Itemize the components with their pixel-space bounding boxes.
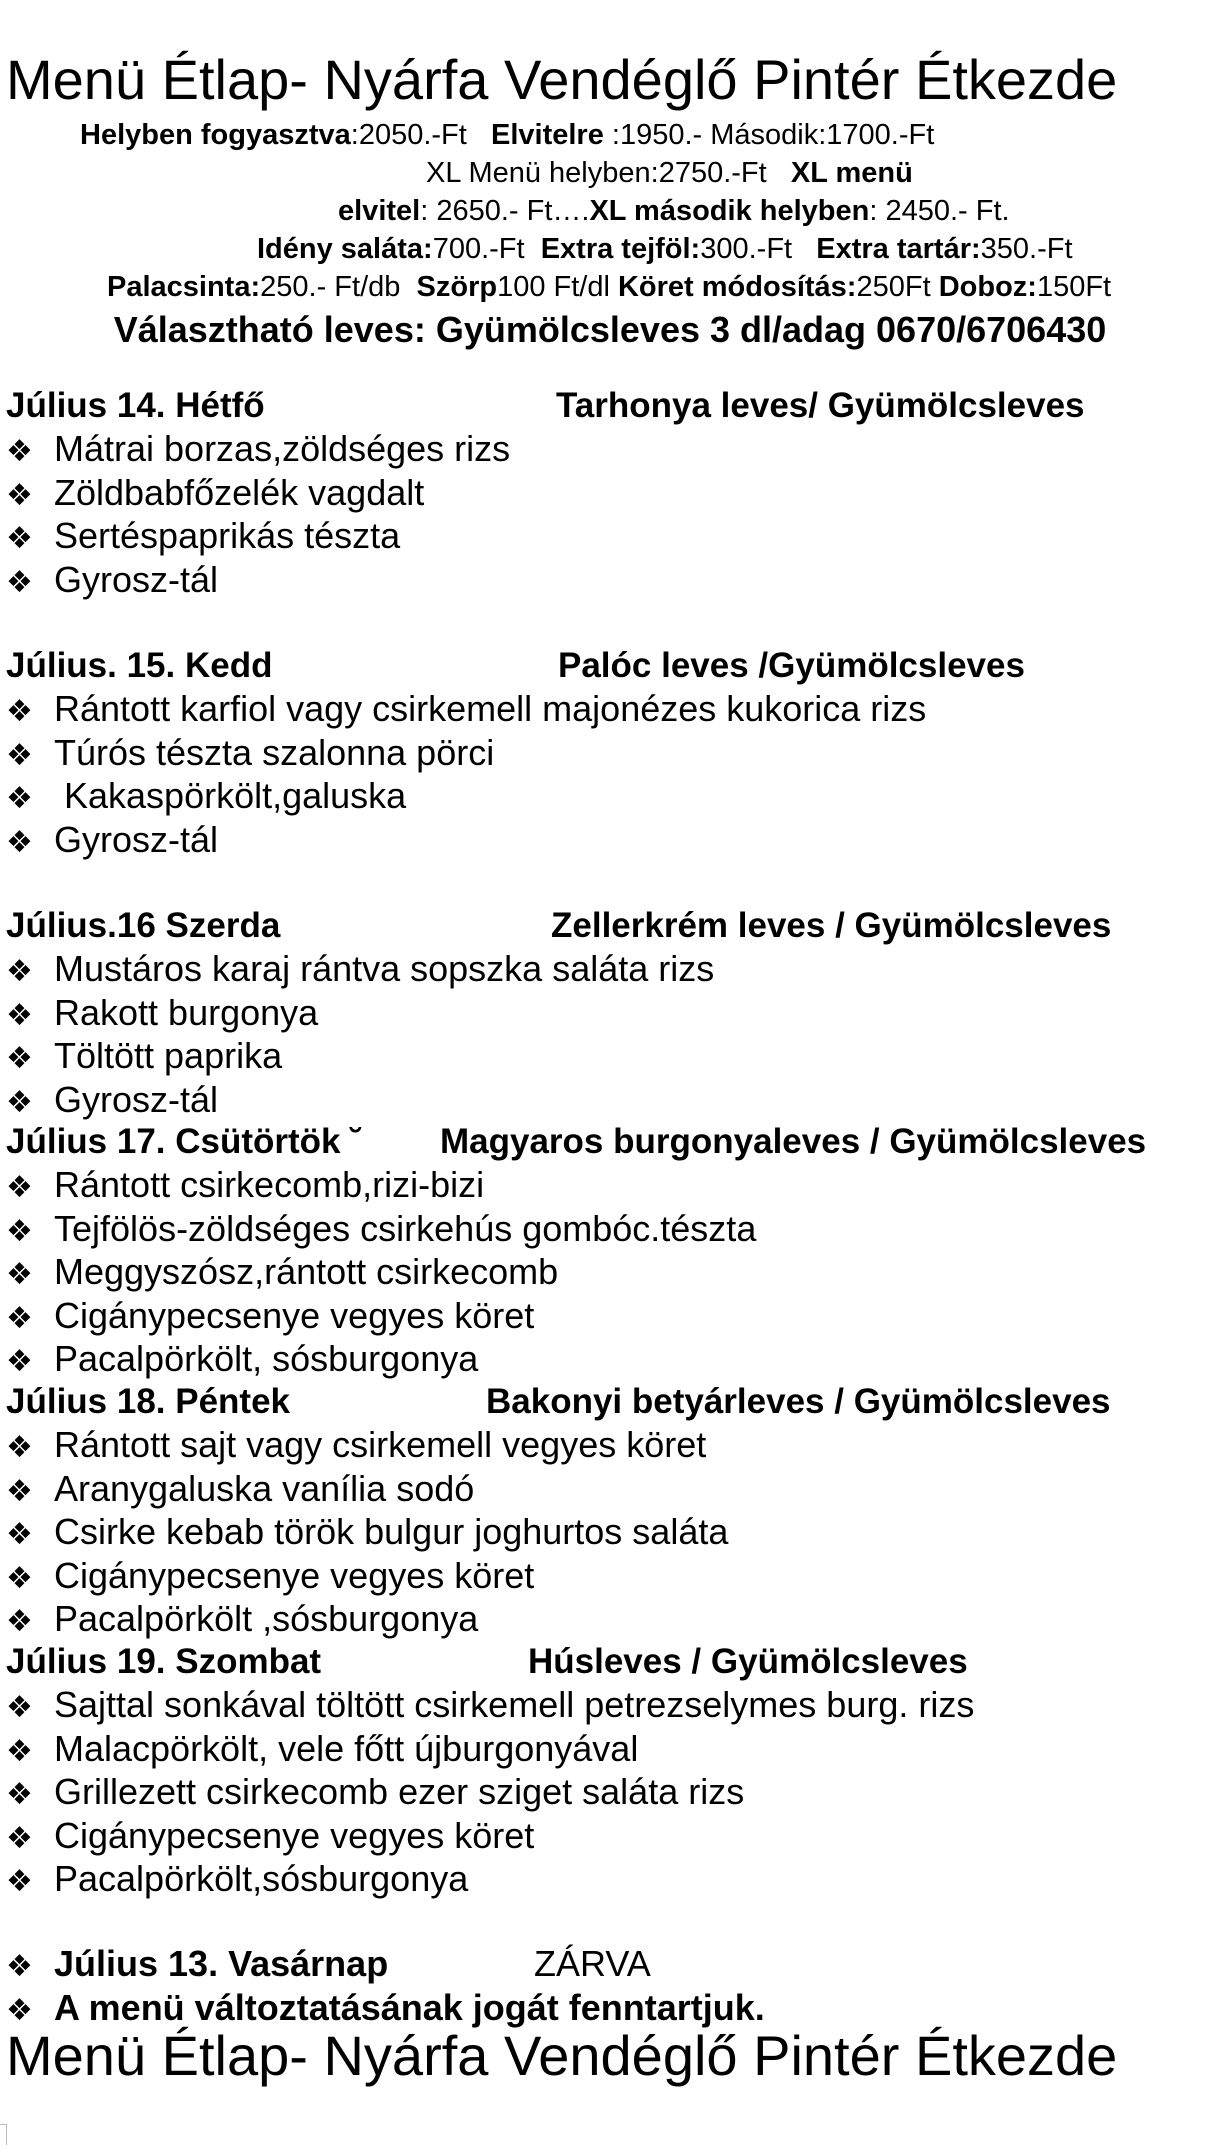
bullet-icon: ❖ — [6, 1042, 33, 1076]
menu-item — [6, 818, 218, 862]
price-value-salad: 700.-Ft — [432, 233, 525, 265]
menu-item — [6, 1034, 282, 1078]
bullet-icon: ❖ — [6, 522, 33, 556]
price-value-takeaway: :1950.- Második:1700.-Ft — [603, 119, 935, 151]
page-title: Menü Étlap- Nyárfa Vendéglő Pintér Étkezde — [6, 48, 1118, 111]
menu-item — [6, 427, 510, 471]
menu-item-text: Pacalpörkölt,sósburgonya — [54, 1858, 469, 1899]
day-soup: Tarhonya leves/ Gyümölcsleves — [556, 386, 1085, 425]
menu-item — [6, 1554, 534, 1598]
bullet-icon: ❖ — [6, 478, 33, 512]
price-line-2 — [426, 154, 913, 192]
bullet-icon: ❖ — [6, 1950, 33, 1983]
menu-item-text: Mustáros karaj rántva sopszka saláta rizs — [54, 948, 715, 990]
price-line-4 — [257, 230, 1073, 268]
footer-title: Menü Étlap- Nyárfa Vendéglő Pintér Étkezde — [6, 2024, 1118, 2087]
menu-item — [6, 1727, 638, 1771]
day-soup: Húsleves / Gyümölcsleves — [528, 1642, 968, 1681]
menu-item — [6, 1423, 706, 1467]
price-label-dine-in: Helyben fogyasztva — [80, 119, 351, 151]
bullet-icon: ❖ — [6, 1865, 33, 1898]
menu-item — [6, 947, 714, 991]
price-line-3 — [338, 192, 1010, 230]
day-soup: Palóc leves /Gyümölcsleves — [558, 646, 1025, 685]
price-value-sour-cream: 300.-Ft — [700, 233, 793, 265]
menu-item-text: Malacpörkölt, vele főtt újburgonyával — [54, 1727, 639, 1769]
day-label: Július.16 Szerda — [6, 906, 281, 945]
day-header — [6, 1120, 1147, 1164]
menu-item — [6, 1857, 468, 1901]
menu-item-text: Meggyszósz,rántott csirkecomb — [54, 1251, 559, 1293]
menu-item-text: Zöldbabfőzelék vagdalt — [54, 471, 425, 513]
menu-item-text: Cigánypecsenye vegyes köret — [54, 1814, 535, 1856]
day-header — [6, 644, 1025, 688]
menu-item-text: Túrós tészta szalonna pörci — [54, 731, 495, 773]
bullet-icon: ❖ — [6, 565, 33, 599]
menu-item-text: Tejfölös-zöldséges csirkehús gombóc.tészta — [54, 1207, 757, 1249]
bullet-icon: ❖ — [6, 1474, 33, 1508]
menu-item-text: Gyrosz-tál — [54, 558, 219, 600]
price-label-takeaway: Elvitelre — [491, 119, 604, 151]
day-soup: Zellerkrém leves / Gyümölcsleves — [551, 906, 1112, 945]
price-label-sour-cream: Extra tejföl: — [540, 233, 701, 265]
bullet-icon: ❖ — [6, 825, 33, 859]
price-label-box: Doboz: — [938, 271, 1037, 303]
soup-choice-line: Választható leves: Gyümölcsleves 3 dl/adag 0670/6706430 — [113, 309, 1107, 350]
bullet-icon: ❖ — [6, 1214, 33, 1248]
menu-item — [6, 558, 218, 602]
price-value-tartar: 350.-Ft — [980, 233, 1073, 265]
price-label-pancake: Palacsinta: — [107, 271, 261, 303]
price-value-side-change: 250Ft — [856, 271, 931, 303]
menu-item — [6, 1770, 744, 1814]
menu-item — [6, 1597, 478, 1641]
day-label: Július 14. Hétfő — [6, 386, 265, 425]
menu-item-text: Cigánypecsenye vegyes köret — [54, 1294, 535, 1336]
bullet-icon: ❖ — [6, 1605, 33, 1638]
day-header — [6, 904, 1112, 948]
price-label-syrup: Szörp — [416, 271, 498, 303]
price-value-syrup: 100 Ft/dl — [497, 271, 610, 303]
menu-item-text: Mátrai borzas,zöldséges rizs — [54, 428, 511, 470]
page-corner-mark — [0, 2124, 7, 2145]
menu-item — [6, 1467, 474, 1511]
menu-item — [6, 1163, 484, 1207]
bullet-icon: ❖ — [6, 1085, 33, 1119]
menu-item-text: Rántott sajt vagy csirkemell vegyes köret — [54, 1424, 707, 1466]
menu-item-text: Csirke kebab török bulgur joghurtos saláta — [54, 1511, 729, 1553]
price-value-pancake: 250.- Ft/db — [260, 271, 401, 303]
menu-item — [6, 1078, 218, 1122]
closed-day — [6, 1942, 651, 1986]
menu-item — [6, 1337, 478, 1381]
price-label-side-change: Köret módosítás: — [617, 271, 857, 303]
bullet-icon: ❖ — [6, 1431, 33, 1465]
price-value-box: 150Ft — [1036, 271, 1112, 303]
menu-item — [6, 1814, 534, 1858]
menu-item-text: Grillezett csirkecomb ezer sziget saláta rizs — [54, 1771, 745, 1813]
menu-item — [6, 514, 400, 558]
menu-item-text: Rakott burgonya — [54, 991, 319, 1033]
menu-item-text: Cigánypecsenye vegyes köret — [54, 1554, 535, 1596]
menu-item — [6, 1683, 974, 1727]
bullet-icon: ❖ — [6, 955, 33, 989]
price-line-5 — [107, 268, 1111, 306]
day-soup: Magyaros burgonyaleves / Gyümölcsleves — [440, 1122, 1147, 1161]
day-soup: Bakonyi betyárleves / Gyümölcsleves — [486, 1382, 1111, 1421]
day-header — [6, 384, 1085, 428]
menu-item — [6, 687, 926, 731]
price-value-xl-dine-in: XL Menü helyben:2750.-Ft — [426, 157, 767, 189]
bullet-icon: ❖ — [6, 1691, 33, 1725]
day-header — [6, 1380, 1111, 1424]
menu-item — [6, 1250, 558, 1294]
bullet-icon: ❖ — [6, 1301, 33, 1335]
price-label-salad: Idény saláta: — [257, 233, 433, 265]
bullet-icon: ❖ — [6, 1518, 33, 1552]
day-header — [6, 1640, 968, 1684]
bullet-icon: ❖ — [6, 738, 33, 772]
bullet-icon: ❖ — [6, 1258, 33, 1292]
menu-item — [6, 991, 318, 1035]
price-value-dine-in: :2050.-Ft — [350, 119, 467, 151]
menu-item — [6, 1510, 728, 1554]
price-label-xl-second: XL második helyben — [589, 195, 870, 227]
price-label-tartar: Extra tartár: — [816, 233, 981, 265]
price-label-xl-menu: XL menü — [790, 157, 913, 189]
price-label-xl-takeaway: elvitel — [338, 195, 421, 227]
menu-item — [6, 471, 424, 515]
menu-item-text: Rántott csirkecomb,rizi-bizi — [54, 1164, 485, 1206]
menu-item — [6, 774, 406, 818]
menu-item-text: Aranygaluska vanília sodó — [54, 1467, 475, 1509]
closed-day-label: Július 13. Vasárnap — [54, 1943, 389, 1984]
menu-item — [6, 731, 494, 775]
bullet-icon: ❖ — [6, 435, 33, 469]
menu-item-text: Rántott karfiol vagy csirkemell majonézes kukorica rizs — [54, 688, 927, 730]
bullet-icon: ❖ — [6, 1994, 33, 2027]
menu-item-text: Pacalpörkölt ,sósburgonya — [54, 1598, 479, 1639]
menu-item — [6, 1207, 756, 1251]
menu-item-text: Pacalpörkölt, sósburgonya — [54, 1338, 479, 1379]
bullet-icon: ❖ — [6, 1734, 33, 1768]
bullet-icon: ❖ — [6, 1821, 33, 1855]
price-value-xl-takeaway: : 2650.- Ft…. — [420, 195, 590, 227]
bullet-icon: ❖ — [6, 782, 33, 816]
menu-item-text: Sertéspaprikás tészta — [54, 515, 401, 557]
menu-item-text: Kakaspörkölt,galuska — [54, 775, 407, 817]
menu-item-text: Gyrosz-tál — [54, 818, 219, 860]
menu-item-text: Töltött paprika — [54, 1035, 283, 1077]
menu-item-text: Gyrosz-tál — [54, 1078, 219, 1120]
day-label: Július. 15. Kedd — [6, 646, 273, 685]
bullet-icon: ❖ — [6, 1345, 33, 1378]
closed-status: ZÁRVA — [534, 1943, 651, 1984]
day-label: Július 19. Szombat — [6, 1642, 322, 1681]
menu-item — [6, 1294, 534, 1338]
price-value-xl-second: : 2450.- Ft. — [869, 195, 1010, 227]
bullet-icon: ❖ — [6, 1171, 33, 1205]
bullet-icon: ❖ — [6, 998, 33, 1032]
menu-item-text: Sajttal sonkával töltött csirkemell petrezselymes burg. rizs — [54, 1684, 975, 1726]
day-label: Július 17. Csütörtök ˘ — [6, 1122, 362, 1161]
bullet-icon: ❖ — [6, 1778, 33, 1812]
price-line-1 — [80, 116, 934, 154]
bullet-icon: ❖ — [6, 1561, 33, 1595]
day-label: Július 18. Péntek — [6, 1382, 291, 1421]
bullet-icon: ❖ — [6, 695, 33, 729]
menu-change-note-text: A menü változtatásának jogát fenntartjuk. — [54, 1987, 765, 2028]
